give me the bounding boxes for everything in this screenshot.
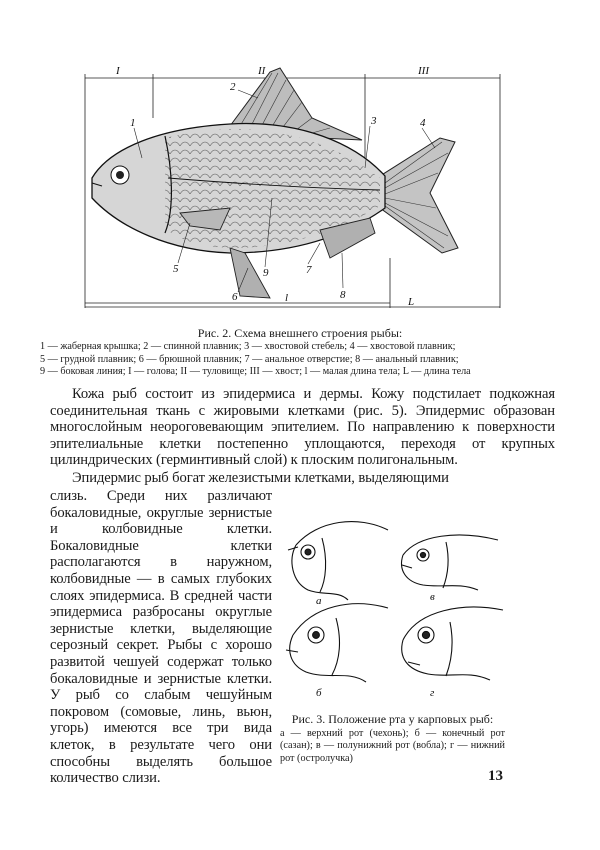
panel-label-g: г [430,687,435,699]
page-number: 13 [488,768,503,784]
panel-label-a: а [316,595,322,607]
callout-6: 6 [232,291,238,303]
callout-8: 8 [340,289,346,301]
callout-9: 9 [263,267,269,279]
panel-label-b: б [316,687,322,699]
figure2-legend-line: 5 — грудной плавник; 6 — брюшной плавник; 7 — анальное отверстие; 8 — анальный плавник; [40,353,459,365]
length-label-total: L [408,296,415,308]
figure3-caption: Рис. 3. Положение рта у карповых рыб: [291,712,494,726]
callout-7: 7 [306,264,312,276]
callout-5: 5 [173,263,179,275]
callout-4: 4 [420,117,426,129]
callout-1: 1 [130,117,136,129]
length-label-small: l [285,292,289,304]
callout-3: 3 [371,115,377,127]
paragraph2-lead-text: Эпидермис рыб богат железистыми клетками, выделяющими [72,470,449,486]
section-label-head: I [116,65,120,77]
mouth-position-figure [278,510,510,708]
panel-label-v: в [430,591,435,603]
paragraph1-text: Кожа рыб состоит из эпидермиса и дермы. Кожу подстилает подкожная соединительная ткань с жировыми клетками (рис. 5). Эпидермис образован многослойным неороговевающим эпителием. По направлению к поверхности эпителиальные клетки постепенно уплощаются, переходя от крупных цилиндрических (герминтивный слой) к плоским полигональным. [50,386,555,469]
figure3-legend: а — верхний рот (чехонь); б — конечный рот (сазан); в — полунижний рот (вобла); г — нижний рот (остролучка) [280,728,505,764]
figure2-legend [40,341,560,379]
paragraph-glands-lead [50,470,555,487]
paragraph-glands-body: слизь. Среди них различают бокаловидные, округлые зернистые и колбовидные клетки. Бокаловидные клетки располагаются в наружном, колбовидные — в самых глубоких слоях эпидермиса. В средней части эпидермиса разбросаны округлые зернистые клетки, выделяющие серозный секрет. Рыбы с хорошо развитой чешуей содержат только бокаловидные и зернистые клетки. У рыб со слабым чешуйным покровом (сомовые, линь, вьюн, угорь) имеются все три вида клеток, в результате чего они способны выделять большое количество слизи. [50,488,272,787]
fish-structure-figure [80,58,520,323]
figure2-caption: Рис. 2. Схема внешнего строения рыбы: [197,326,403,340]
figure2-legend-line: 9 — боковая линия; I — голова; II — туловище; III — хвост; l — малая длина тела; L — длина тела [40,366,471,378]
section-label-tail: III [418,65,429,77]
callout-2: 2 [230,81,236,93]
paragraph-skin-structure [50,386,555,469]
figure2-legend-line: 1 — жаберная крышка; 2 — спинной плавник; 3 — хвостовой стебель; 4 — хвостовой плавник; [40,341,456,352]
section-label-trunk: II [258,65,266,77]
